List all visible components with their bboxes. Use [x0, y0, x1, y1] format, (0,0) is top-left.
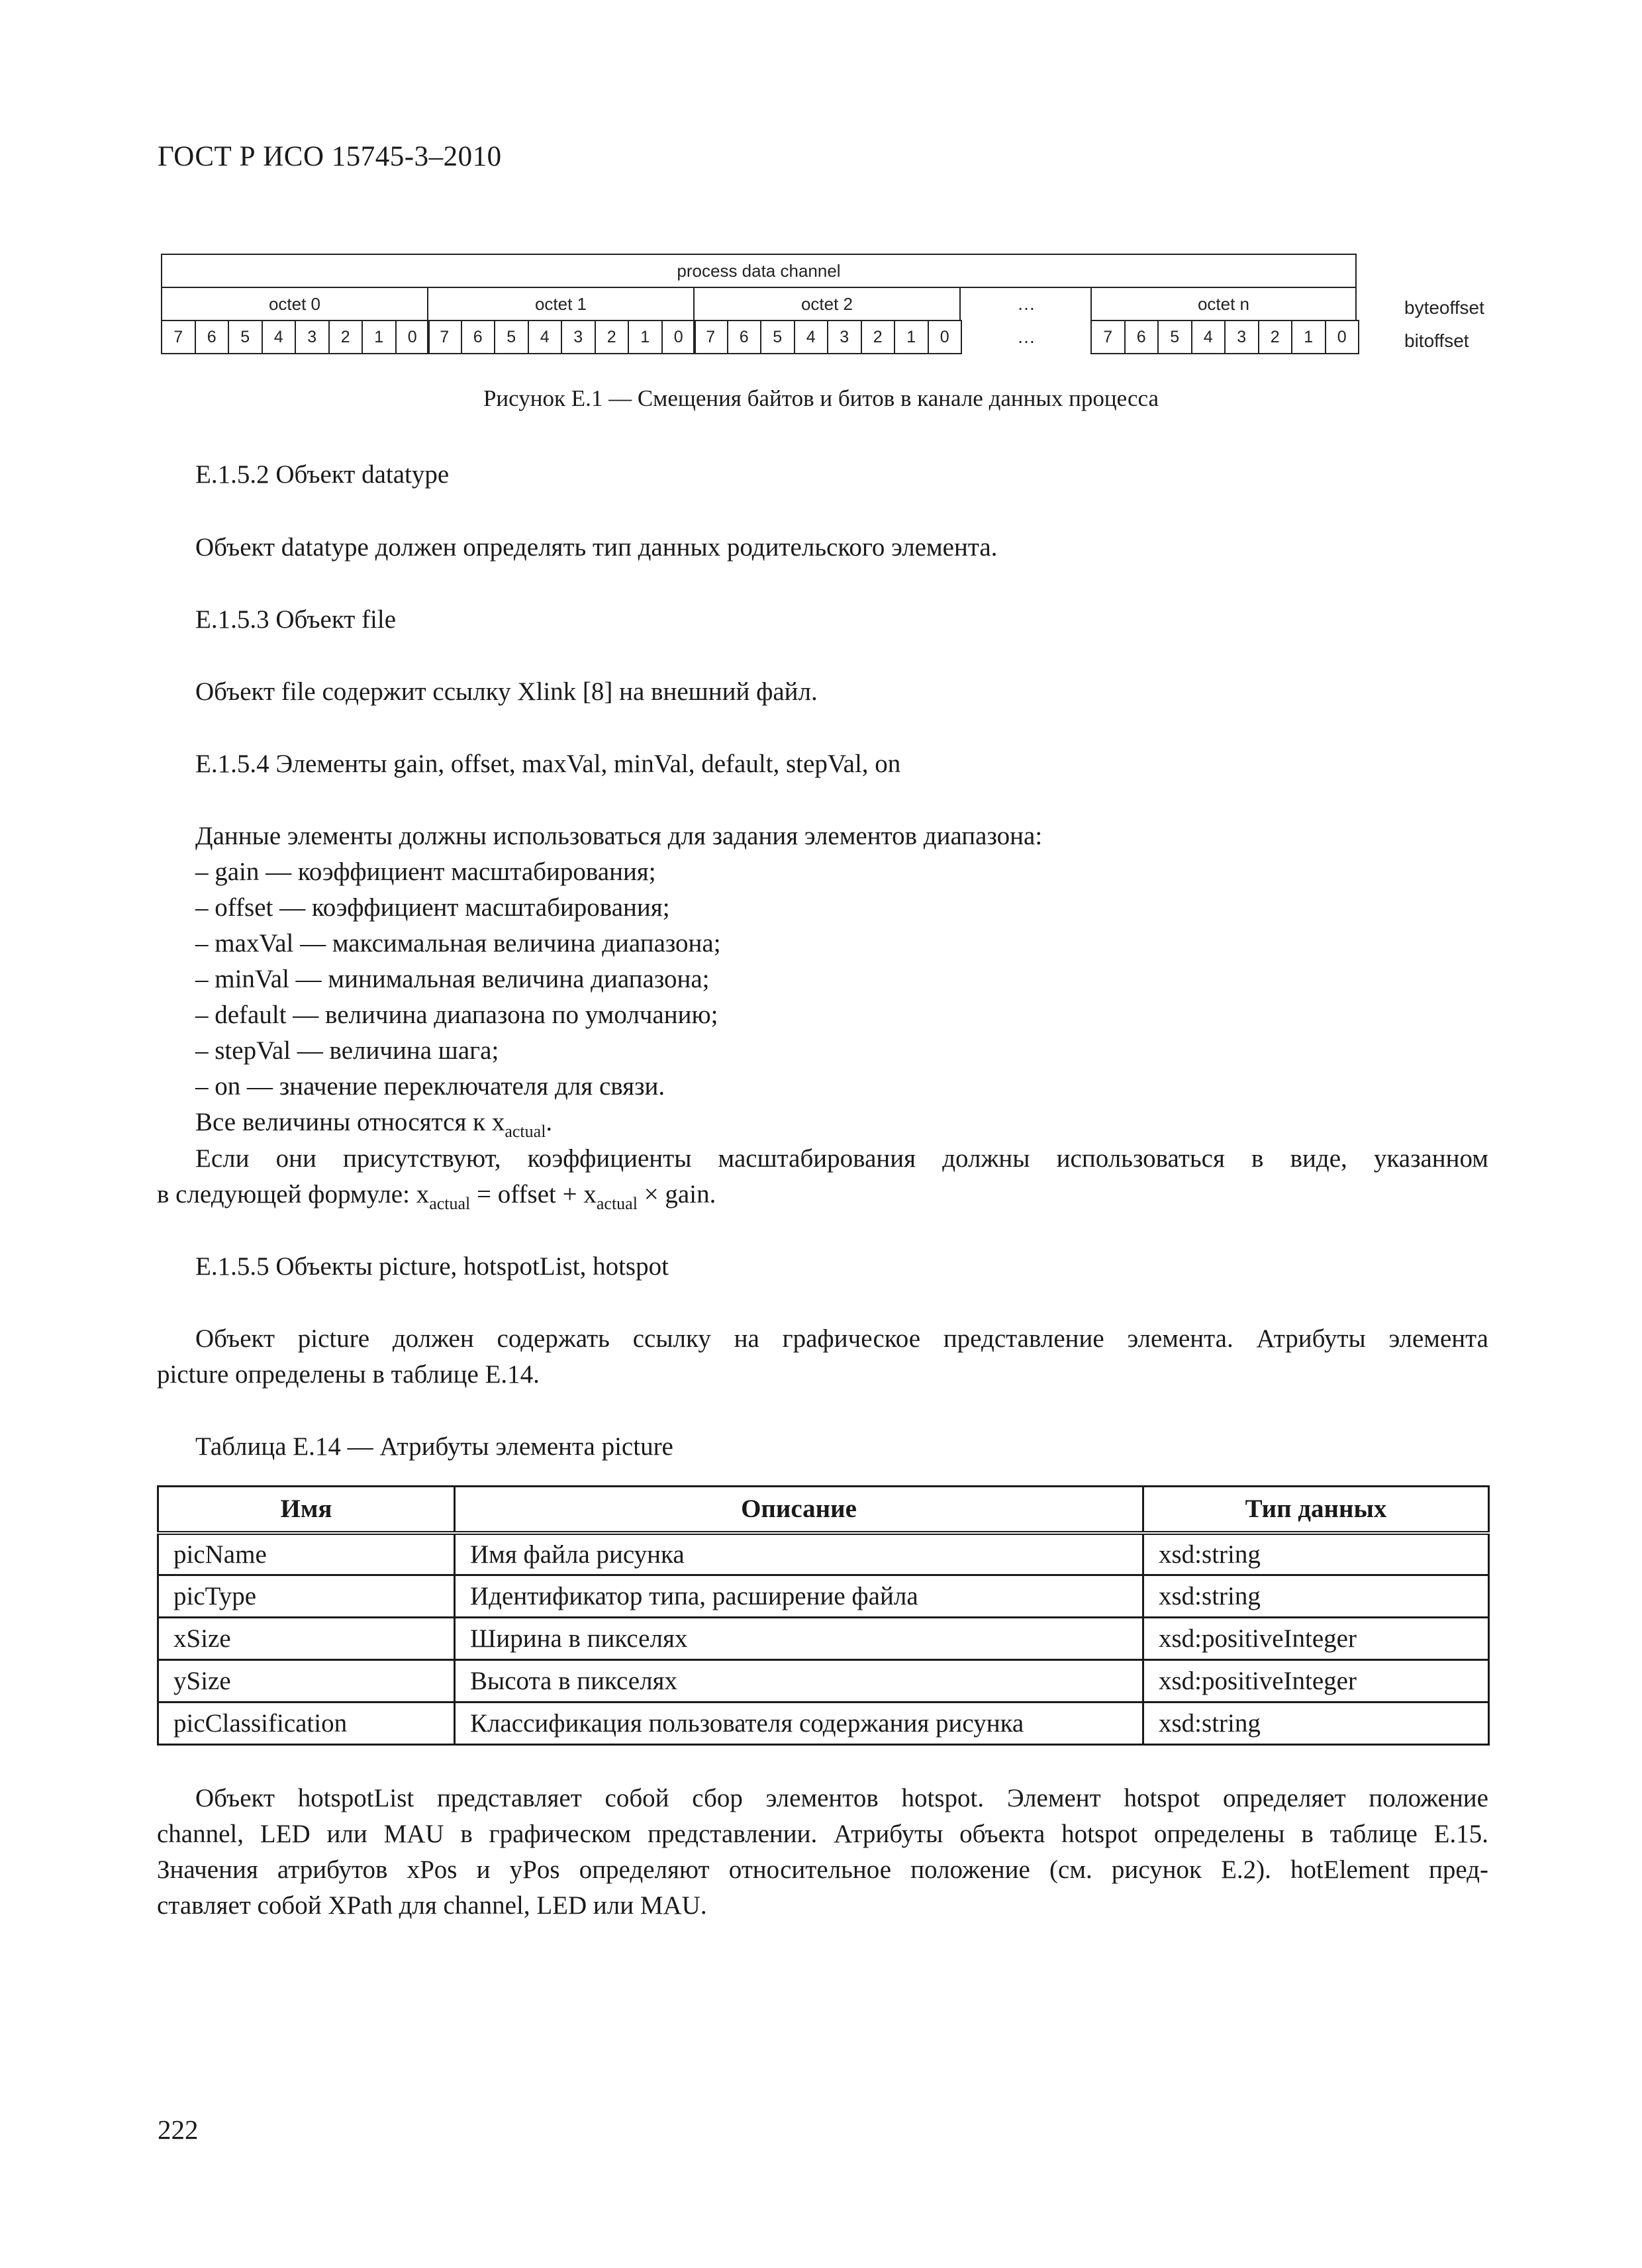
- bit-cell: 0: [928, 320, 963, 354]
- table-row: [158, 1575, 1489, 1618]
- cell-name: picType: [158, 1575, 455, 1618]
- cell-name: ySize: [158, 1660, 455, 1702]
- closing-line-1: Объект hotspotList представляет собой сбор элементов hotspot. Элемент hotspot определяет положение: [195, 1784, 1488, 1812]
- list-item: – offset — коэффициент масштабирования;: [195, 893, 670, 922]
- cell-type: xsd:positiveInteger: [1143, 1618, 1489, 1660]
- bit-cell: 6: [1124, 320, 1159, 354]
- all-values-line: Все величины относятся к $x_{actual}$.: [195, 1108, 553, 1141]
- table-caption: Таблица Е.14 — Атрибуты элемента picture: [195, 1432, 673, 1461]
- paragraph-intro: Данные элементы должны использоваться для задания элементов диапазона:: [195, 822, 1043, 850]
- bit-cell: 2: [1258, 320, 1293, 354]
- bit-cell: 1: [628, 320, 663, 354]
- bit-cell: 2: [595, 320, 630, 354]
- bit-cell: 7: [427, 320, 462, 354]
- cell-name: xSize: [158, 1618, 455, 1660]
- bit-cell: 4: [262, 320, 297, 354]
- table-header-row: [158, 1487, 1489, 1533]
- cell-type: xsd:string: [1143, 1533, 1489, 1575]
- list-item: – stepVal — величина шага;: [195, 1036, 499, 1065]
- bit-cell: 0: [1325, 320, 1360, 354]
- formula-line-2: в следующей формуле: $x_{actual}$ = offset + $x_{actual}$ × gain.: [157, 1180, 716, 1213]
- bit-cell: 3: [561, 320, 596, 354]
- bit-cell: 6: [461, 320, 496, 354]
- bit-cell: 4: [528, 320, 563, 354]
- bit-cell: 2: [328, 320, 363, 354]
- list-item: – default — величина диапазона по умолчанию;: [195, 1001, 718, 1029]
- bitoffset-label: bitoffset: [1404, 330, 1469, 351]
- closing-line-3: Значения атрибутов xPos и yPos определяют относительное положение (см. рисунок Е.2). hotElement пред-: [157, 1855, 1488, 1884]
- cell-description: Классификация пользователя содержания рисунка: [455, 1702, 1143, 1745]
- cell-description: Ширина в пикселях: [455, 1618, 1143, 1660]
- bit-cell: 5: [228, 320, 263, 354]
- list-item: – gain — коэффициент масштабирования;: [195, 858, 656, 886]
- paragraph-file: Объект file содержит ссылку Xlink [8] на внешний файл.: [195, 677, 818, 706]
- channel-cell: process data channel: [161, 254, 1357, 288]
- bit-cell: 1: [1291, 320, 1326, 354]
- bit-cell: 6: [727, 320, 762, 354]
- bit-cell: 6: [195, 320, 230, 354]
- column-header-name: Имя: [158, 1487, 455, 1533]
- bit-cell: 1: [894, 320, 929, 354]
- section-heading-elements: E.1.5.4 Элементы gain, offset, maxVal, minVal, default, stepVal, on: [195, 750, 901, 778]
- bit-cell: 7: [693, 320, 728, 354]
- bit-cell: 0: [661, 320, 697, 354]
- bit-cell: 3: [295, 320, 330, 354]
- closing-line-4: ставляет собой XPath для channel, LED или MAU.: [157, 1891, 707, 1920]
- bit-cell: 7: [1090, 320, 1126, 354]
- cell-description: Имя файла рисунка: [455, 1533, 1143, 1575]
- bits-ellipsis: …: [1017, 326, 1036, 347]
- document-header: ГОСТ Р ИСО 15745-3–2010: [158, 141, 502, 172]
- closing-line-2: channel, LED или MAU в графическом представлении. Атрибуты объекта hotspot определены в таблице Е.15.: [157, 1820, 1488, 1848]
- formula-line-1: Если они присутствуют, коэффициенты масштабирования должны использоваться в виде, указанном: [195, 1144, 1488, 1173]
- cell-description: Высота в пикселях: [455, 1660, 1143, 1702]
- octet-cell-2: octet 2: [693, 287, 961, 321]
- table-row: [158, 1533, 1489, 1575]
- bit-cell: 3: [1224, 320, 1259, 354]
- bit-cell: 4: [794, 320, 829, 354]
- bit-cell: 5: [494, 320, 529, 354]
- byte-bit-offset-diagram: [161, 254, 1484, 356]
- cell-type: xsd:string: [1143, 1702, 1489, 1745]
- list-item: – minVal — минимальная величина диапазона;: [195, 965, 710, 993]
- bit-cell: 5: [760, 320, 795, 354]
- section-heading-file: E.1.5.3 Объект file: [195, 605, 397, 634]
- paragraph-picture-line-2: picture определены в таблице Е.14.: [157, 1360, 540, 1389]
- cell-name: picClassification: [158, 1702, 455, 1745]
- column-header-description: Описание: [455, 1487, 1143, 1533]
- table-row: [158, 1660, 1489, 1702]
- bit-cell: 2: [861, 320, 896, 354]
- paragraph-picture-line-1: Объект picture должен содержать ссылку на графическое представление элемента. Атрибуты элемента: [195, 1324, 1488, 1353]
- section-heading-datatype: E.1.5.2 Объект datatype: [195, 460, 450, 489]
- list-item: – on — значение переключателя для связи.: [195, 1072, 665, 1101]
- bit-cell: 0: [395, 320, 430, 354]
- cell-type: xsd:positiveInteger: [1143, 1660, 1489, 1702]
- bit-cell: 7: [161, 320, 196, 354]
- attributes-table: [157, 1485, 1490, 1746]
- octet-ellipsis: …: [1017, 293, 1036, 314]
- cell-description: Идентификатор типа, расширение файла: [455, 1575, 1143, 1618]
- table-row: [158, 1618, 1489, 1660]
- table-row: [158, 1702, 1489, 1745]
- page-number: 222: [158, 2114, 199, 2145]
- column-header-type: Тип данных: [1143, 1487, 1489, 1533]
- figure-caption: Рисунок Е.1 — Смещения байтов и битов в канале данных процесса: [483, 385, 1159, 411]
- list-item: – maxVal — максимальная величина диапазона;: [195, 929, 721, 958]
- paragraph-datatype: Объект datatype должен определять тип данных родительского элемента.: [195, 533, 998, 562]
- cell-type: xsd:string: [1143, 1575, 1489, 1618]
- bit-cell: 4: [1191, 320, 1226, 354]
- section-heading-picture: E.1.5.5 Объекты picture, hotspotList, hotspot: [195, 1252, 669, 1281]
- bit-cell: 5: [1157, 320, 1192, 354]
- byteoffset-label: byteoffset: [1404, 297, 1484, 318]
- octet-cell-n: octet n: [1090, 287, 1357, 321]
- bit-cell: 1: [362, 320, 397, 354]
- bit-cell: 3: [827, 320, 862, 354]
- octet-cell-0: octet 0: [161, 287, 428, 321]
- cell-name: picName: [158, 1533, 455, 1575]
- octet-cell-1: octet 1: [427, 287, 695, 321]
